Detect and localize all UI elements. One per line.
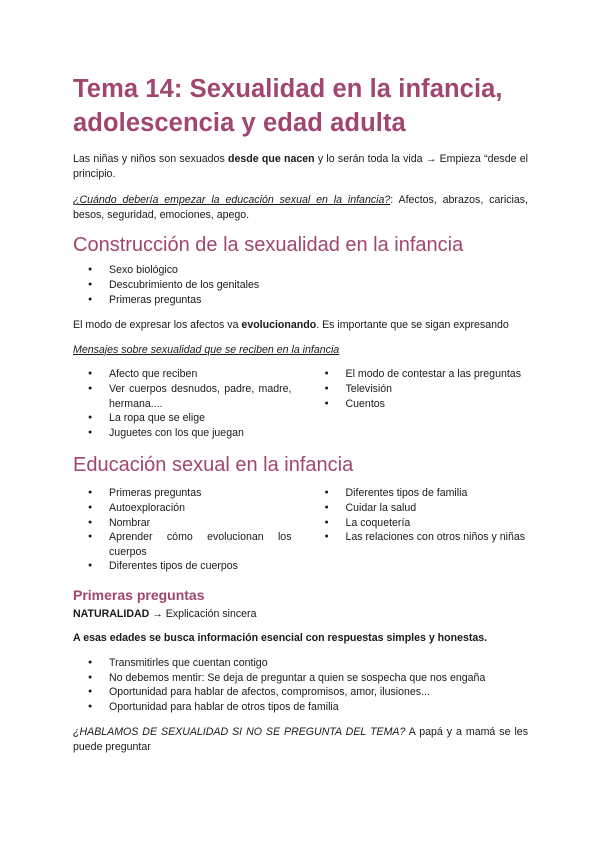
intro-text-end: y lo serán toda la vida → Empieza “desde el principio.: [73, 153, 528, 180]
primeras-preguntas-list: [73, 656, 528, 714]
closing-question-italic: ¿HABLAMOS DE SEXUALIDAD SI NO SE PREGUNTA DEL TEMA?: [73, 726, 406, 739]
list-item: ● Primeras preguntas: [73, 486, 292, 501]
question-paragraph: [73, 193, 528, 222]
section-heading-construccion: Construcción de la sexualidad en la infancia: [73, 234, 464, 257]
closing-question: [73, 725, 528, 754]
educacion-list-right: [310, 486, 529, 574]
section-heading-educacion: Educación sexual en la infancia: [73, 454, 354, 477]
closing-question-text: A papá y a mamá se les puede preguntar: [73, 726, 528, 754]
list-item: ● Aprender cómo evolucionan los cuerpos: [73, 530, 292, 559]
mensajes-heading: [73, 343, 528, 358]
document-page: [73, 72, 528, 755]
mensajes-list-left: [73, 367, 292, 440]
mensajes-list-right: [310, 367, 529, 440]
bold-statement-text: A esas edades se busca información esencial con respuestas simples y honestas.: [73, 632, 488, 645]
list-item: ● Oportunidad para hablar de otros tipos de familia: [73, 700, 528, 715]
bold-statement: [73, 631, 528, 646]
afectos-text-end: . Es importante que se sigan expresando: [316, 319, 509, 332]
mensajes-heading-text: Mensajes sobre sexualidad que se reciben en la infancia: [73, 343, 340, 356]
intro-bold: desde que nacen: [228, 153, 315, 165]
list-item: ● Juguetes con los que juegan: [73, 426, 292, 441]
afectos-paragraph: [73, 318, 528, 333]
list-item: ● Autoexploración: [73, 501, 292, 516]
list-item: ● Ver cuerpos desnudos, padre, madre, hermana....: [73, 382, 292, 411]
list-item: ● Transmitirles que cuentan contigo: [73, 656, 528, 671]
naturalidad-text: → Explicación sincera: [149, 607, 257, 620]
subsection-heading-primeras-preguntas: Primeras preguntas: [73, 586, 205, 603]
list-item: ● Nombrar: [73, 516, 292, 531]
question-answer: : Afectos, abrazos, caricias, besos, seguridad, emociones, apego.: [73, 194, 529, 221]
list-item: ● El modo de contestar a las preguntas: [310, 367, 529, 382]
list-item: ● Descubrimiento de los genitales: [73, 278, 528, 293]
intro-text: Las niñas y niños son sexuados: [73, 153, 229, 165]
naturalidad-line: [73, 607, 528, 622]
list-item: ● Diferentes tipos de cuerpos: [73, 559, 292, 574]
list-item: ● La coquetería: [310, 516, 529, 531]
afectos-text: El modo de expresar los afectos va: [73, 319, 242, 332]
list-item: ● La ropa que se elige: [73, 411, 292, 426]
list-item: ● Primeras preguntas: [73, 293, 528, 308]
educacion-columns: [73, 486, 528, 574]
naturalidad-bold: NATURALIDAD: [73, 607, 150, 620]
list-item: ● Afecto que reciben: [73, 367, 292, 382]
document-title: Tema 14: Sexualidad en la infancia, adolescencia y edad adulta: [73, 75, 503, 137]
question-text: ¿Cuándo debería empezar la educación sexual en la infancia?: [73, 194, 391, 207]
list-item: ● Diferentes tipos de familia: [310, 486, 529, 501]
list-item: ● Sexo biológico: [73, 263, 528, 278]
list-item: ● Cuentos: [310, 397, 529, 412]
list-item: ● Cuidar la salud: [310, 501, 529, 516]
mensajes-columns: [73, 367, 528, 440]
intro-paragraph: [73, 152, 528, 181]
list-item: ● No debemos mentir: Se deja de preguntar a quien se sospecha que nos engaña: [73, 671, 528, 686]
construccion-list: [73, 263, 528, 307]
afectos-bold: evolucionando: [241, 319, 317, 332]
educacion-list-left: [73, 486, 292, 574]
list-item: ● Televisión: [310, 382, 529, 397]
list-item: ● Oportunidad para hablar de afectos, compromisos, amor, ilusiones...: [73, 685, 528, 700]
list-item: ● Las relaciones con otros niños y niñas: [310, 530, 529, 545]
